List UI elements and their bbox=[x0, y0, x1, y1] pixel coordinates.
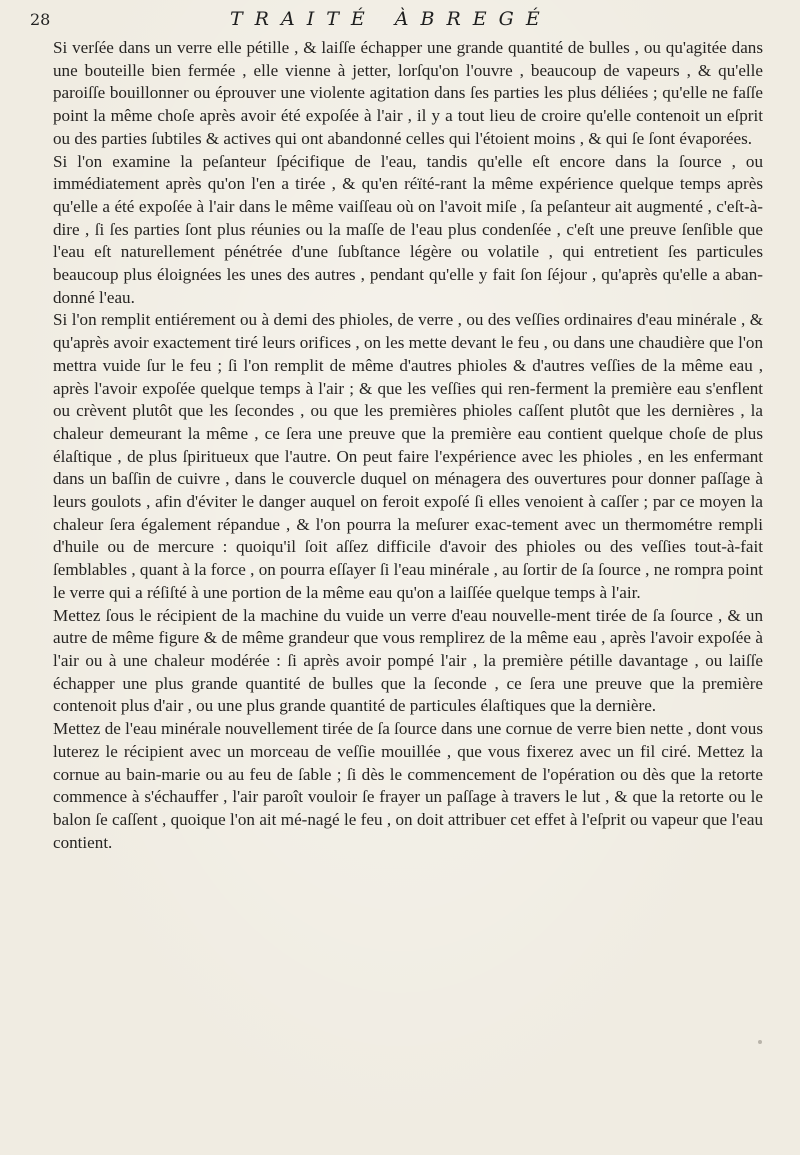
paragraph: Si verſée dans un verre elle pétille , & laiſſe échapper une grande quantité de bulles , ou qu'agitée dans une bouteille bien fermée , elle vienne à jetter, lorſqu'on l'ouvre , beaucoup de vapeurs , & qu'elle paroiſſe bouillonner ou éprouver une violente agitation dans ſes parties les plus déliées ; qu'elle ne faſſe point la même choſe après avoir été expoſée à l'air , il y a tout lieu de croire qu'elle contenoit un eſprit ou des parties ſubtiles & actives qui ont abandonné celles qui l'étoient moins , & qui ſe ſont évaporées. bbox=[53, 38, 763, 148]
paragraph: Si l'on examine la peſanteur ſpécifique de l'eau, tandis qu'elle eſt encore dans la ſource , ou immédiatement après qu'on l'en a tirée , & qu'en réïté-rant la même expérience quelque temps après qu'elle a été expoſée à l'air dans le même vaiſſeau où on l'avoit miſe , ſa peſanteur ait augmenté , c'eſt-à-dire , ſi ſes parties ſont plus réunies ou la maſſe de l'eau plus condenſée , c'eſt une preuve ſenſible que l'eau eſt naturellement pénétrée d'une ſubſtance légère ou volatile , qui entretient ſes particules beaucoup plus éloignées les unes des autres , pendant qu'elle y fait ſon ſéjour , qu'après qu'elle a aban-donné l'eau. bbox=[53, 151, 763, 307]
paragraph: Si l'on remplit entiérement ou à demi des phioles, de verre , ou des veſſies ordinaires d'eau minérale , & qu'après avoir exactement tiré leurs orifices , on les mette devant le feu , ou dans une chaudière que l'on mettra vuide ſur le feu ; ſi l'on remplit de même d'autres phioles & d'autres veſſies de la même eau , après l'avoir expoſée quelque temps à l'air ; & que les veſſies qui ren-ferment la première eau s'enflent ou crèvent plutôt que les ſecondes , ou que les premières phioles caſſent plutôt que les dernières , la chaleur demeurant la même , ce ſera une preuve que la première eau contient quelque choſe de plus élaſtique , de plus ſpiritueux que l'autre. On peut faire l'expérience avec les phioles , en les enfermant dans un baſſin de cuivre , dans le couvercle duquel on ménagera des ouvertures pour donner paſſage à leurs goulots , afin d'éviter le danger auquel on feroit expoſé ſi elles venoient à caſſer ; par ce moyen la chaleur ſera également répandue , & l'on pourra la meſurer exac-tement avec un thermométre rempli d'huile ou de mercure : quoiqu'il ſoit aſſez difficile d'avoir des phioles ou des veſſies tout-à-fait ſemblables , quant à la force , on pourra eſſayer ſi l'eau minérale , au ſortir de ſa ſource , ne rompra point le verre qui a réſiſté à une portion de la même eau qu'on a laiſſée quelque temps à l'air. bbox=[53, 310, 763, 602]
page-header bbox=[30, 8, 775, 38]
paragraph: Mettez ſous le récipient de la machine du vuide un verre d'eau nouvelle-ment tirée de ſa ſource , & un autre de même figure & de même grandeur que vous remplirez de la même eau , après l'avoir expoſée à l'air ou à une chaleur modérée : ſi après avoir pompé l'air , la première pétille davantage , ou laiſſe échapper une plus grande quantité de bulles que la ſeconde , ce ſera une preuve que la première contenoit plus d'air , ou une plus grande quantité de particules élaſtiques que la dernière. bbox=[53, 605, 763, 716]
body-text bbox=[53, 37, 763, 854]
page-number: 28 bbox=[30, 10, 51, 29]
paragraph: Mettez de l'eau minérale nouvellement tirée de ſa ſource dans une cornue de verre bien nette , dont vous luterez le récipient avec un morceau de veſſie mouillée , que vous fixerez avec un fil ciré. Mettez la cornue au bain-marie ou au feu de ſable ; ſi dès le commencement de l'opération ou dès que la retorte commence à s'échauffer , l'air paroît vouloir ſe frayer un paſſage à travers le lut , & que la retorte ou le balon ſe caſſent , quoique l'on ait mé-nagé le feu , on doit attribuer cet effet à l'eſprit ou vapeur que l'eau contient. bbox=[53, 719, 763, 852]
ink-speck bbox=[758, 1040, 762, 1044]
running-title: TRAITÉ ÀBREGÉ bbox=[230, 8, 552, 30]
